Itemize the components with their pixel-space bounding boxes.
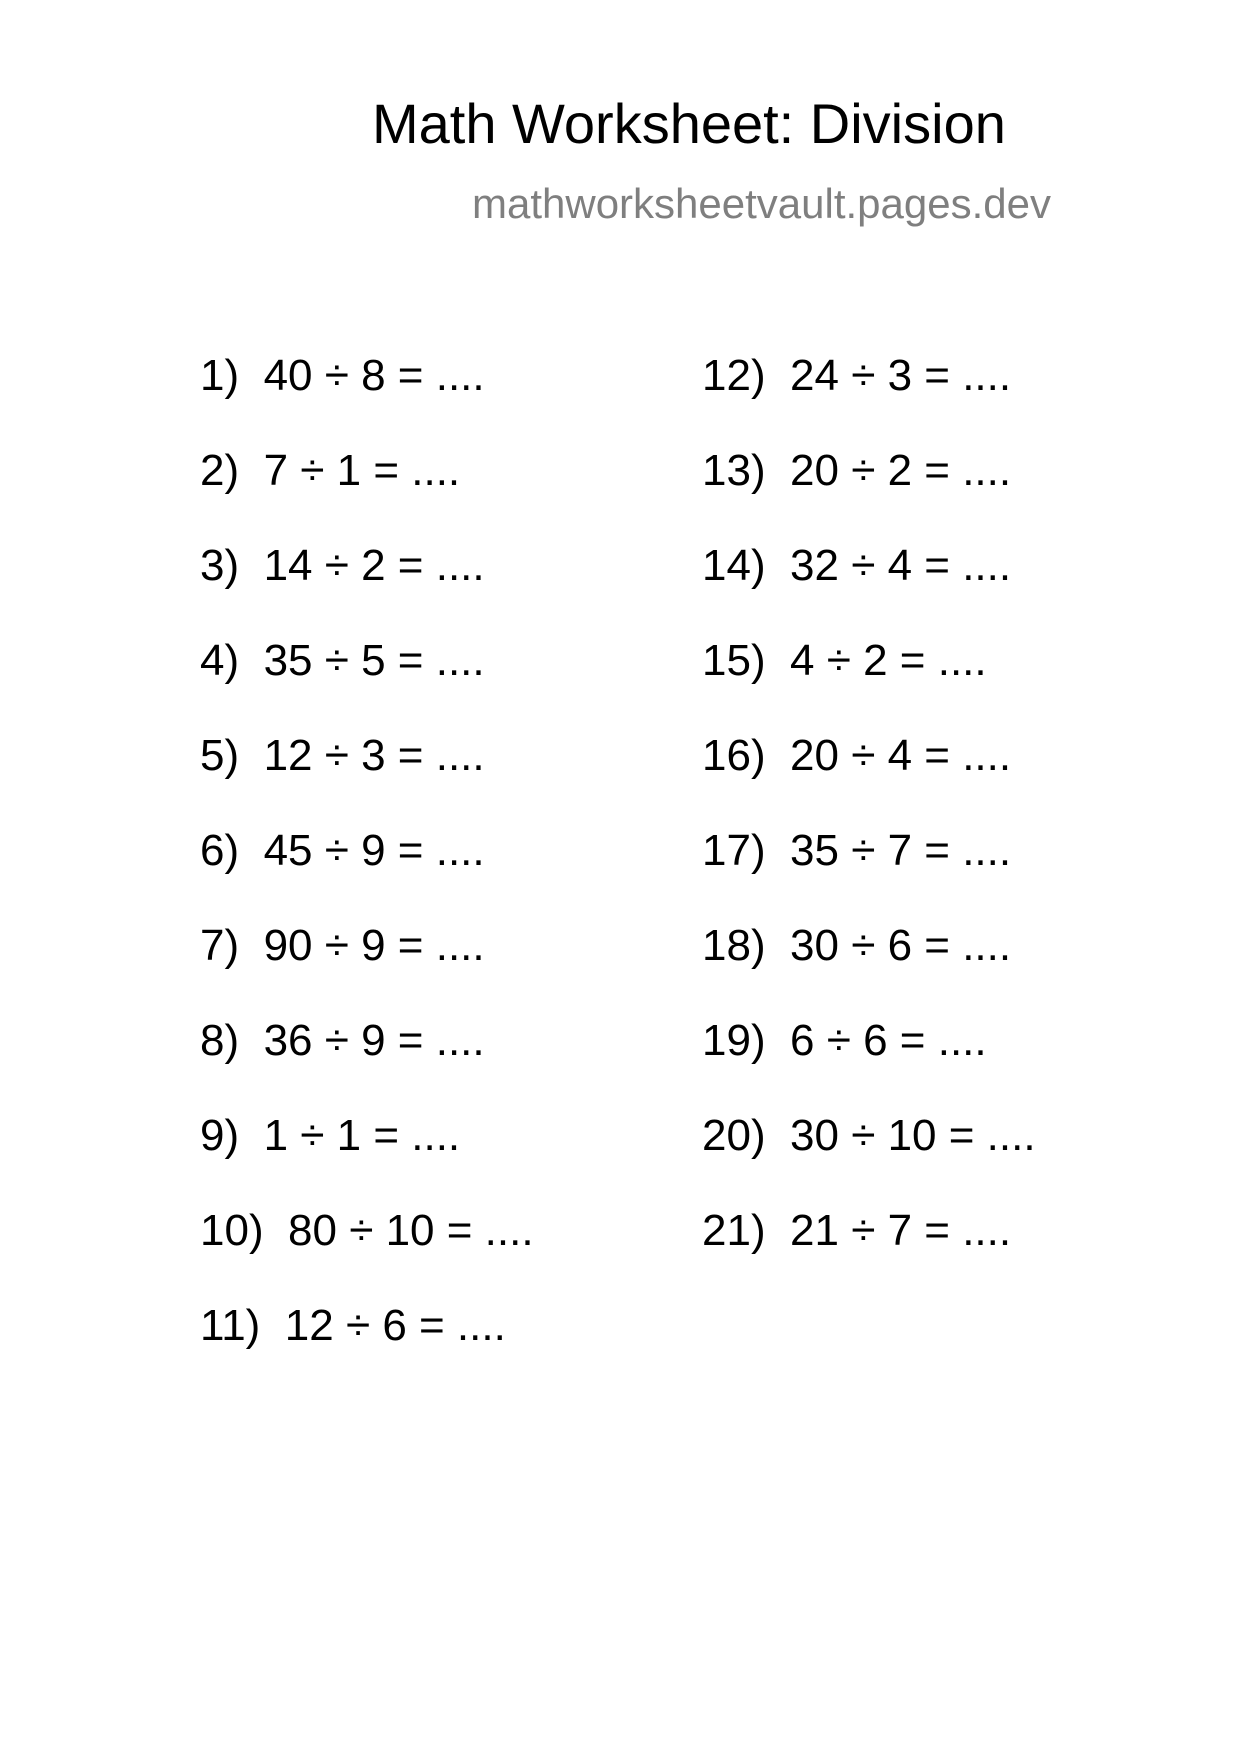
problem-column-right <box>702 351 1036 1304</box>
problem-item: 17) 35 ÷ 7 = .... <box>702 826 1012 875</box>
problem-item: 2) 7 ÷ 1 = .... <box>200 446 461 495</box>
problem-item: 4) 35 ÷ 5 = .... <box>200 636 485 685</box>
problem-item: 19) 6 ÷ 6 = .... <box>702 1016 987 1065</box>
problem-item: 14) 32 ÷ 4 = .... <box>702 541 1012 590</box>
problem-item: 6) 45 ÷ 9 = .... <box>200 826 485 875</box>
problem-item: 13) 20 ÷ 2 = .... <box>702 446 1012 495</box>
problem-item: 9) 1 ÷ 1 = .... <box>200 1111 461 1160</box>
problem-item: 21) 21 ÷ 7 = .... <box>702 1206 1012 1255</box>
site-url: mathworksheetvault.pages.dev <box>472 180 1051 227</box>
problem-item: 7) 90 ÷ 9 = .... <box>200 921 485 970</box>
problem-item: 10) 80 ÷ 10 = .... <box>200 1206 534 1255</box>
problem-item: 18) 30 ÷ 6 = .... <box>702 921 1012 970</box>
problem-item: 3) 14 ÷ 2 = .... <box>200 541 485 590</box>
problem-item: 1) 40 ÷ 8 = .... <box>200 351 485 400</box>
page-title: Math Worksheet: Division <box>372 92 1006 155</box>
problem-item: 16) 20 ÷ 4 = .... <box>702 731 1012 780</box>
problem-item: 20) 30 ÷ 10 = .... <box>702 1111 1036 1160</box>
problem-item: 11) 12 ÷ 6 = .... <box>200 1301 506 1350</box>
problem-item: 12) 24 ÷ 3 = .... <box>702 351 1012 400</box>
problem-column-left <box>200 351 534 1399</box>
problem-item: 15) 4 ÷ 2 = .... <box>702 636 987 685</box>
problem-item: 8) 36 ÷ 9 = .... <box>200 1016 485 1065</box>
problem-item: 5) 12 ÷ 3 = .... <box>200 731 485 780</box>
